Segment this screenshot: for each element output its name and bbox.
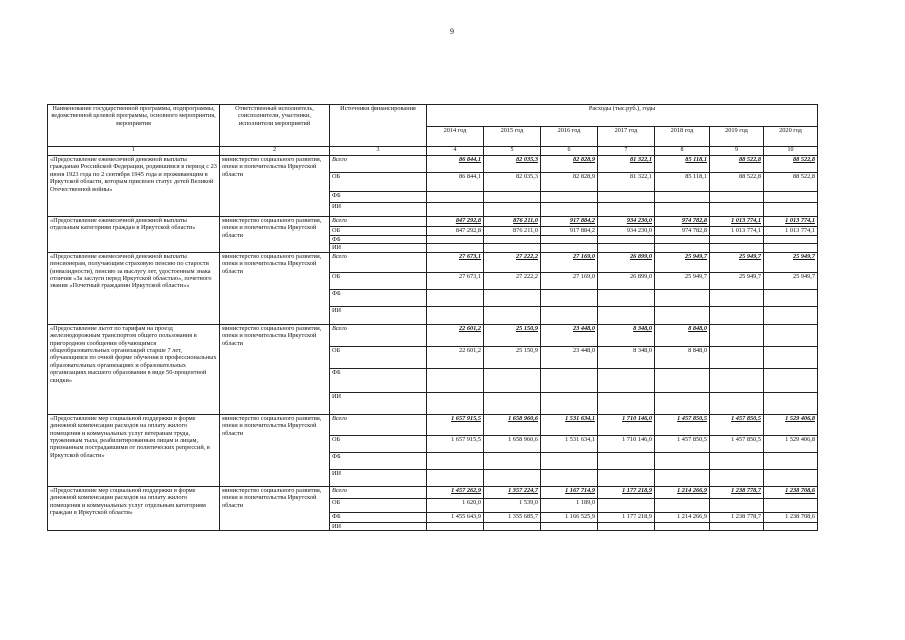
amount-cell: 25 949,7	[710, 272, 764, 289]
amount-cell: 847 292,8	[427, 217, 484, 227]
responsible-executor: министерство социального развития, опеки и попечительства Иркутской области	[220, 156, 330, 217]
amount-cell	[427, 289, 484, 306]
amount-cell: 1 531 634,1	[541, 435, 598, 452]
amount-cell: 25 949,7	[764, 272, 818, 289]
amount-cell	[764, 203, 818, 217]
amount-cell	[710, 469, 764, 486]
amount-cell: 1 710 146,0	[598, 414, 655, 435]
amount-cell	[541, 306, 598, 324]
amount-cell	[427, 392, 484, 414]
amount-cell: 1 529 406,8	[764, 435, 818, 452]
amount-cell	[764, 469, 818, 486]
header-year: 2018 год	[655, 127, 710, 147]
amount-cell	[427, 469, 484, 486]
amount-cell: 1 531 634,1	[541, 414, 598, 435]
column-number: 3	[330, 147, 427, 156]
amount-cell	[427, 192, 484, 203]
amount-cell	[541, 368, 598, 392]
amount-cell: 8 848,0	[655, 346, 710, 368]
amount-cell: 86 844,1	[427, 156, 484, 173]
amount-cell	[710, 522, 764, 530]
amount-cell: 1 214 266,9	[655, 512, 710, 522]
amount-cell	[541, 236, 598, 244]
funding-source: ИИ	[330, 203, 427, 217]
amount-cell: 1 457 850,5	[655, 435, 710, 452]
amount-cell: 27 169,0	[541, 272, 598, 289]
amount-cell	[598, 306, 655, 324]
amount-cell: 1 658 960,6	[484, 414, 541, 435]
amount-cell	[710, 244, 764, 252]
amount-cell: 26 899,0	[598, 252, 655, 272]
amount-cell	[710, 392, 764, 414]
amount-cell: 8 848,0	[655, 324, 710, 346]
amount-cell	[484, 392, 541, 414]
amount-cell	[598, 203, 655, 217]
funding-source: Всего	[330, 486, 427, 498]
amount-cell: 1 710 146,0	[598, 435, 655, 452]
column-number: 9	[710, 147, 764, 156]
header-year: 2014 год	[427, 127, 484, 147]
amount-cell	[541, 192, 598, 203]
table-row	[48, 217, 818, 227]
amount-cell: 1 238 708,6	[764, 486, 818, 498]
header-year: 2016 год	[541, 127, 598, 147]
responsible-executor: министерство социального развития, опеки и попечительства Иркутской области	[220, 217, 330, 253]
amount-cell	[655, 368, 710, 392]
amount-cell	[427, 306, 484, 324]
funding-source: ИИ	[330, 244, 427, 252]
amount-cell: 1 457 262,9	[427, 486, 484, 498]
amount-cell: 1 539,0	[484, 498, 541, 512]
table-row	[48, 252, 818, 272]
amount-cell	[484, 368, 541, 392]
amount-cell: 23 448,0	[541, 324, 598, 346]
amount-cell	[655, 192, 710, 203]
amount-cell	[710, 236, 764, 244]
header-year: 2019 год	[710, 127, 764, 147]
column-number: 8	[655, 147, 710, 156]
amount-cell	[484, 236, 541, 244]
header-year: 2015 год	[484, 127, 541, 147]
amount-cell: 1 238 778,7	[710, 512, 764, 522]
amount-cell	[764, 452, 818, 469]
funding-source: ОБ	[330, 435, 427, 452]
amount-cell	[598, 289, 655, 306]
amount-cell	[541, 392, 598, 414]
amount-cell	[764, 324, 818, 346]
amount-cell: 27 222,2	[484, 252, 541, 272]
amount-cell	[710, 203, 764, 217]
column-number: 1	[48, 147, 220, 156]
funding-source: Всего	[330, 324, 427, 346]
amount-cell	[598, 244, 655, 252]
column-number: 6	[541, 147, 598, 156]
amount-cell: 1 238 778,7	[710, 486, 764, 498]
header-source: Источники финансирования	[330, 105, 427, 147]
amount-cell	[598, 392, 655, 414]
measure-name: «Предоставление ежемесячной денежной выплаты отдельным категориям граждан в Иркутской области»	[48, 217, 220, 253]
column-number: 7	[598, 147, 655, 156]
amount-cell	[710, 452, 764, 469]
amount-cell: 974 782,8	[655, 227, 710, 236]
measure-name: «Предоставление ежемесячной денежной выплаты гражданам Российской Федерации, родившимся в период с 23 июня 1923 года по 2 сентября 1945 года и проживающим в Иркутской области, которым присвоен статус детей Великой Отечественной войны»	[48, 156, 220, 217]
measure-name: «Предоставление льгот по тарифам на проезд железнодорожным транспортом общего пользования в пригородном сообщении обучающимся общеобразовательных организаций старше 7 лет, обучающимся по очной форме обучения в профессиональных образовательных организациях и образовательных организациях высшего образования в виде 50-процентной скидки»	[48, 324, 220, 414]
column-number: 5	[484, 147, 541, 156]
amount-cell	[484, 306, 541, 324]
amount-cell	[764, 192, 818, 203]
measure-name: «Предоставление мер социальной поддержки в форме денежной компенсации расходов на оплату жилого помещения и коммунальных услуг отдельным категориям граждан в Иркутской области»	[48, 486, 220, 530]
amount-cell	[484, 244, 541, 252]
amount-cell: 1 457 850,5	[710, 414, 764, 435]
amount-cell	[710, 289, 764, 306]
amount-cell: 1 657 915,5	[427, 414, 484, 435]
amount-cell	[710, 346, 764, 368]
funding-source: Всего	[330, 217, 427, 227]
amount-cell	[764, 306, 818, 324]
amount-cell: 876 211,0	[484, 217, 541, 227]
financing-table	[47, 104, 818, 531]
amount-cell	[484, 469, 541, 486]
amount-cell	[484, 203, 541, 217]
amount-cell	[541, 289, 598, 306]
measure-name: «Предоставление мер социальной поддержки в форме денежной компенсации расходов на оплату жилого помещения и коммунальных услуг ветеранам труда, труженикам тыла, реабилитированным лицам и лицам, признанным пострадавшими от политических репрессий, в Иркутской области»	[48, 414, 220, 486]
funding-source: ОБ	[330, 272, 427, 289]
page-number: 9	[450, 27, 454, 36]
column-number: 10	[764, 147, 818, 156]
responsible-executor: министерство социального развития, опеки и попечительства Иркутской области	[220, 414, 330, 486]
amount-cell	[710, 324, 764, 346]
funding-source: ФБ	[330, 236, 427, 244]
amount-cell: 25 949,7	[655, 252, 710, 272]
amount-cell	[655, 392, 710, 414]
amount-cell: 1 214 266,9	[655, 486, 710, 498]
amount-cell	[764, 392, 818, 414]
amount-cell	[427, 244, 484, 252]
amount-cell: 974 782,8	[655, 217, 710, 227]
table-row	[48, 414, 818, 435]
amount-cell	[541, 522, 598, 530]
amount-cell: 1 620,0	[427, 498, 484, 512]
header-expenses: Расходы (тыс.руб.), годы	[427, 105, 818, 127]
amount-cell: 82 035,3	[484, 156, 541, 173]
amount-cell: 85 118,1	[655, 156, 710, 173]
funding-source: ФБ	[330, 368, 427, 392]
amount-cell	[764, 236, 818, 244]
amount-cell: 934 230,0	[598, 227, 655, 236]
amount-cell: 86 844,1	[427, 173, 484, 192]
amount-cell	[710, 498, 764, 512]
table-row	[48, 324, 818, 346]
header-name: Наименование государственной программы, подпрограммы, ведомственной целевой программы, основного мероприятия, мероприятия	[48, 105, 220, 147]
funding-source: Всего	[330, 252, 427, 272]
amount-cell	[427, 368, 484, 392]
header-row	[48, 105, 818, 127]
amount-cell	[541, 244, 598, 252]
amount-cell	[655, 244, 710, 252]
funding-source: Всего	[330, 156, 427, 173]
header-year: 2017 год	[598, 127, 655, 147]
funding-source: ФБ	[330, 192, 427, 203]
amount-cell: 1 167 714,9	[541, 486, 598, 498]
table-body	[48, 156, 818, 531]
amount-cell: 22 601,2	[427, 346, 484, 368]
measure-name: «Предоставление ежемесячной денежной выплаты пенсионерам, получающим страховую пенсию по старости (инвалидности), пенсию за выслугу лет, удостоенным знака отличия «За заслуги перед Иркутской областью», почетного звания «Почетный гражданин Иркутской области»»	[48, 252, 220, 324]
funding-source: ИИ	[330, 522, 427, 530]
amount-cell: 26 899,0	[598, 272, 655, 289]
amount-cell: 25 949,7	[764, 252, 818, 272]
amount-cell	[764, 346, 818, 368]
table-row	[48, 486, 818, 498]
amount-cell: 1 357 224,7	[484, 486, 541, 498]
funding-source: ФБ	[330, 512, 427, 522]
header-year: 2020 год	[764, 127, 818, 147]
amount-cell: 934 230,0	[598, 217, 655, 227]
amount-cell: 1 657 915,5	[427, 435, 484, 452]
amount-cell	[598, 469, 655, 486]
funding-source: ИИ	[330, 469, 427, 486]
amount-cell	[598, 192, 655, 203]
amount-cell: 1 177 218,9	[598, 512, 655, 522]
funding-source: Всего	[330, 414, 427, 435]
column-number: 4	[427, 147, 484, 156]
amount-cell	[710, 368, 764, 392]
amount-cell: 27 673,1	[427, 272, 484, 289]
amount-cell	[764, 244, 818, 252]
amount-cell: 82 828,9	[541, 173, 598, 192]
amount-cell: 88 522,8	[764, 156, 818, 173]
amount-cell	[655, 306, 710, 324]
amount-cell	[484, 452, 541, 469]
table-row	[48, 156, 818, 173]
amount-cell: 917 884,2	[541, 227, 598, 236]
amount-cell: 88 522,8	[710, 156, 764, 173]
amount-cell: 22 601,2	[427, 324, 484, 346]
amount-cell: 25 150,9	[484, 324, 541, 346]
amount-cell: 82 035,3	[484, 173, 541, 192]
amount-cell: 1 189,0	[541, 498, 598, 512]
amount-cell: 8 348,0	[598, 346, 655, 368]
amount-cell	[484, 289, 541, 306]
amount-cell	[710, 192, 764, 203]
amount-cell	[427, 522, 484, 530]
amount-cell: 27 673,1	[427, 252, 484, 272]
amount-cell: 876 211,0	[484, 227, 541, 236]
amount-cell: 1 355 685,7	[484, 512, 541, 522]
amount-cell	[655, 203, 710, 217]
amount-cell: 25 150,9	[484, 346, 541, 368]
amount-cell	[655, 452, 710, 469]
amount-cell	[764, 522, 818, 530]
amount-cell: 1 013 774,1	[764, 217, 818, 227]
amount-cell	[541, 203, 598, 217]
amount-cell: 8 348,0	[598, 324, 655, 346]
funding-source: ОБ	[330, 227, 427, 236]
amount-cell	[427, 236, 484, 244]
amount-cell: 847 292,8	[427, 227, 484, 236]
amount-cell: 27 222,2	[484, 272, 541, 289]
amount-cell	[764, 368, 818, 392]
amount-cell	[598, 522, 655, 530]
amount-cell	[598, 498, 655, 512]
amount-cell: 1 658 960,6	[484, 435, 541, 452]
amount-cell: 25 949,7	[655, 272, 710, 289]
amount-cell	[484, 192, 541, 203]
responsible-executor: министерство социального развития, опеки и попечительства Иркутской области	[220, 486, 330, 530]
amount-cell: 1 457 850,5	[655, 414, 710, 435]
amount-cell: 1 013 774,1	[710, 217, 764, 227]
column-number: 2	[220, 147, 330, 156]
amount-cell	[655, 522, 710, 530]
amount-cell	[764, 498, 818, 512]
amount-cell	[598, 236, 655, 244]
amount-cell: 81 322,1	[598, 156, 655, 173]
amount-cell	[598, 368, 655, 392]
amount-cell: 88 522,8	[710, 173, 764, 192]
amount-cell	[710, 306, 764, 324]
amount-cell	[427, 203, 484, 217]
amount-cell	[541, 469, 598, 486]
amount-cell	[598, 452, 655, 469]
amount-cell: 81 322,1	[598, 173, 655, 192]
amount-cell	[484, 522, 541, 530]
amount-cell: 1 166 525,9	[541, 512, 598, 522]
amount-cell: 85 118,1	[655, 173, 710, 192]
amount-cell: 25 949,7	[710, 252, 764, 272]
column-number-row	[48, 147, 818, 156]
amount-cell: 23 448,0	[541, 346, 598, 368]
amount-cell	[764, 289, 818, 306]
amount-cell: 1 013 774,1	[764, 227, 818, 236]
amount-cell	[655, 469, 710, 486]
funding-source: ИИ	[330, 392, 427, 414]
responsible-executor: министерство социального развития, опеки и попечительства Иркутской области	[220, 324, 330, 414]
amount-cell: 1 177 218,9	[598, 486, 655, 498]
responsible-executor: министерство социального развития, опеки и попечительства Иркутской области	[220, 252, 330, 324]
amount-cell	[655, 498, 710, 512]
amount-cell: 1 013 774,1	[710, 227, 764, 236]
funding-source: ФБ	[330, 452, 427, 469]
amount-cell	[655, 289, 710, 306]
amount-cell: 917 884,2	[541, 217, 598, 227]
header-responsible: Ответственный исполнитель, соисполнители, участники, исполнители мероприятий	[220, 105, 330, 147]
funding-source: ИИ	[330, 306, 427, 324]
amount-cell	[541, 452, 598, 469]
funding-source: ОБ	[330, 173, 427, 192]
amount-cell: 1 455 643,9	[427, 512, 484, 522]
amount-cell: 1 529 406,8	[764, 414, 818, 435]
funding-source: ОБ	[330, 346, 427, 368]
amount-cell: 88 522,8	[764, 173, 818, 192]
amount-cell: 1 457 850,5	[710, 435, 764, 452]
amount-cell	[427, 452, 484, 469]
amount-cell: 27 169,0	[541, 252, 598, 272]
funding-source: ФБ	[330, 289, 427, 306]
amount-cell: 1 238 708,6	[764, 512, 818, 522]
funding-source: ОБ	[330, 498, 427, 512]
amount-cell	[655, 236, 710, 244]
amount-cell: 82 828,9	[541, 156, 598, 173]
